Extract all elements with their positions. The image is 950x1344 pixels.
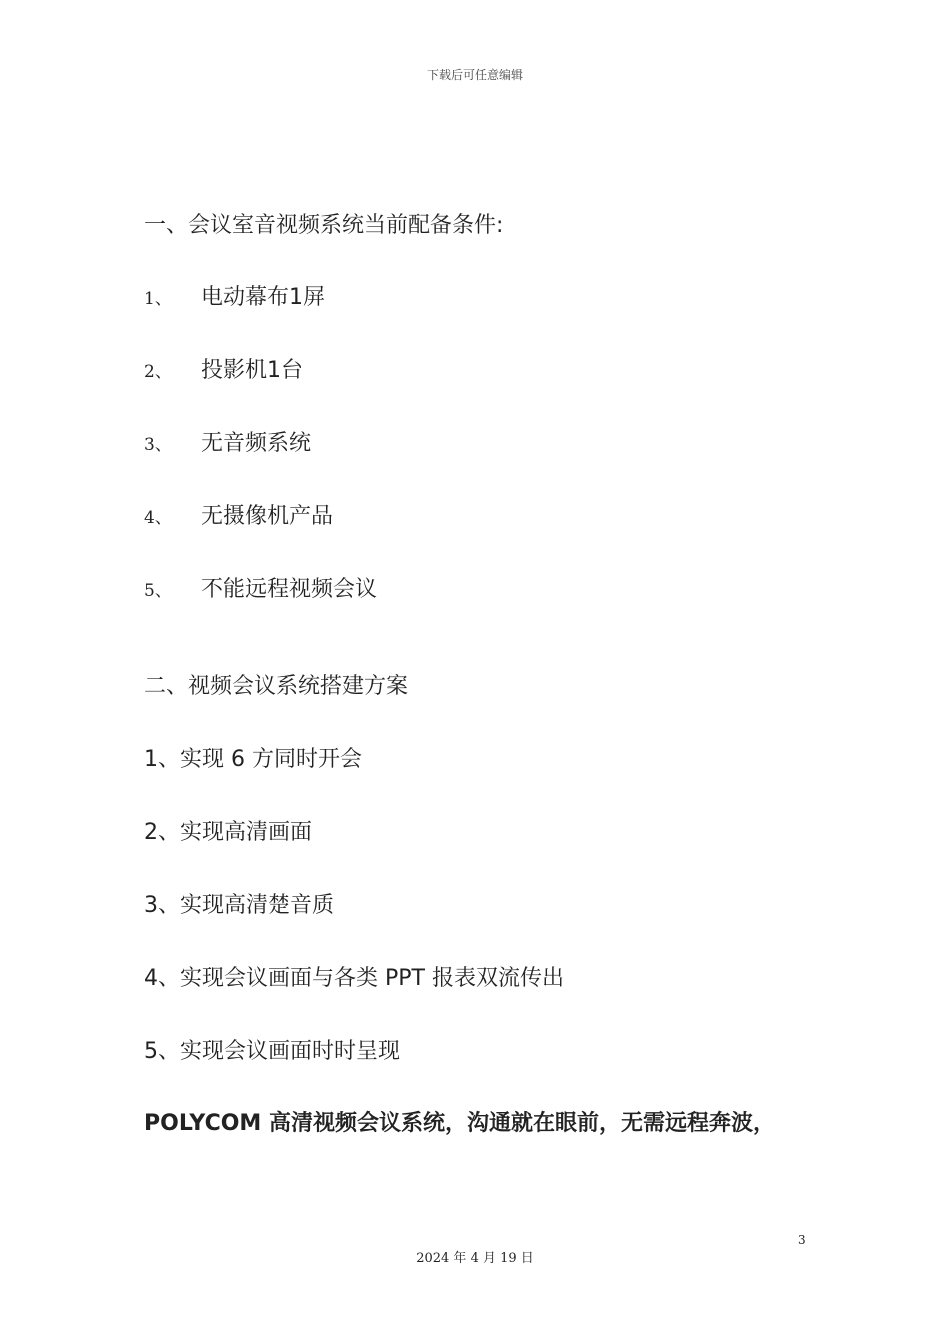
closing-line: POLYCOM 高清视频会议系统，沟通就在眼前，无需远程奔波， <box>144 1111 775 1136</box>
section1-item <box>144 576 377 605</box>
item-text: 不能远程视频会议 <box>201 577 378 602</box>
footer-date: 2024 年 4 月 19 日 <box>416 1251 534 1266</box>
section2-item: 1、实现 6 方同时开会 <box>144 747 362 772</box>
item-text: 电动幕布1屏 <box>201 285 325 310</box>
page-header-note: 下载后可任意编辑 <box>426 68 523 82</box>
item-number: 1、 <box>144 289 172 309</box>
item-number: 2、 <box>144 362 172 382</box>
item-text: 无摄像机产品 <box>201 504 334 529</box>
section1-item <box>144 430 311 459</box>
section1-title: 一、会议室音视频系统当前配备条件: <box>144 213 504 238</box>
item-number: 5、 <box>144 581 172 601</box>
section2-item: 4、实现会议画面与各类 PPT 报表双流传出 <box>144 966 564 991</box>
section2-item: 3、实现高清楚音质 <box>144 893 334 918</box>
section2-item: 5、实现会议画面时时呈现 <box>144 1039 400 1064</box>
item-text: 投影机1台 <box>201 358 303 383</box>
section1-item <box>144 503 333 532</box>
item-number: 3、 <box>144 435 172 455</box>
item-text: 无音频系统 <box>201 431 312 456</box>
page-number: 3 <box>798 1233 806 1247</box>
item-number: 4、 <box>144 508 172 528</box>
section1-item <box>144 284 325 313</box>
section2-item: 2、实现高清画面 <box>144 820 312 845</box>
section1-item <box>144 357 303 386</box>
section2-title: 二、视频会议系统搭建方案 <box>144 674 409 699</box>
